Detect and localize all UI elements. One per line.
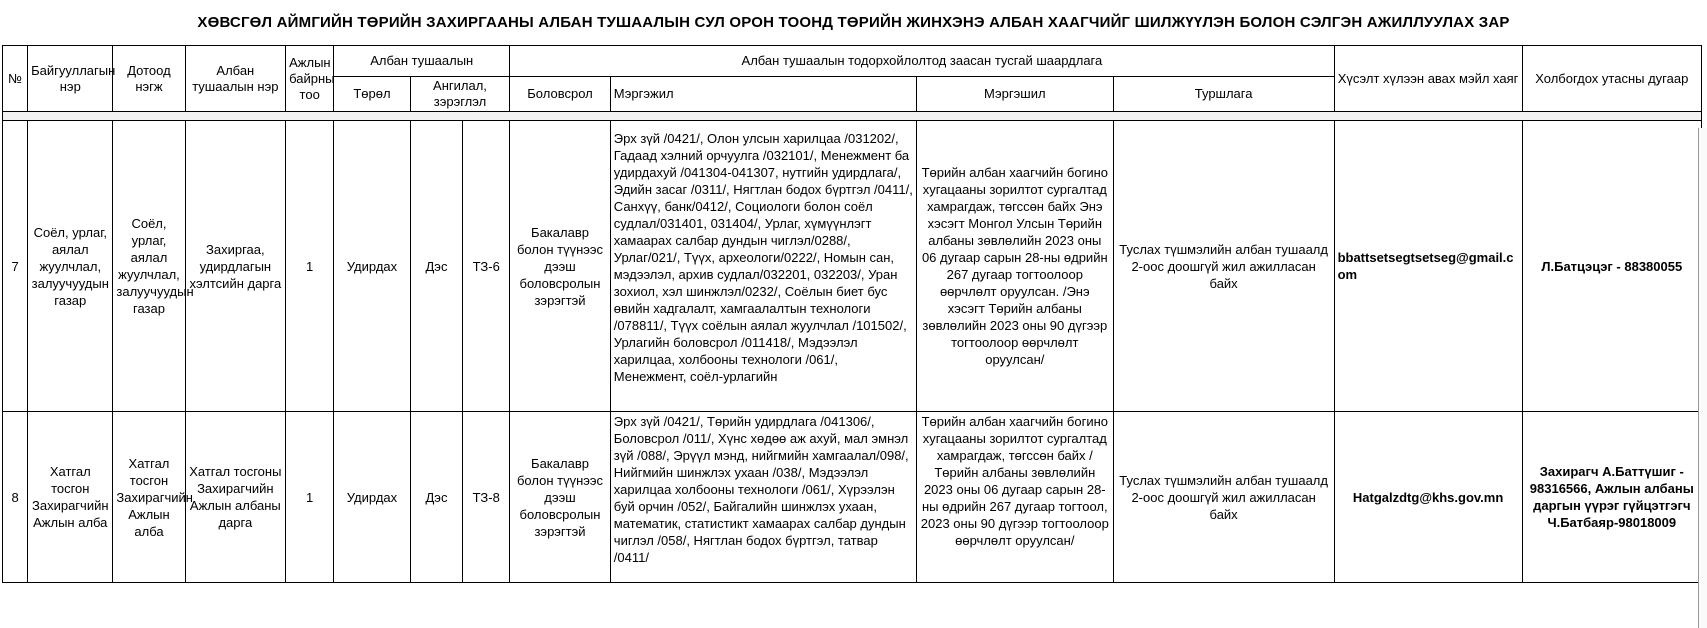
cell-experience: Туслах түшмэлийн албан тушаалд 2-оос доошгүй жил ажилласан байх bbox=[1113, 121, 1334, 412]
cell-count: 1 bbox=[286, 121, 334, 412]
vacancy-table bbox=[2, 45, 1702, 583]
cell-unit: Хатгал тосгон Захирагчийн Ажлын алба bbox=[113, 412, 185, 583]
cell-org: Соёл, урлаг, аялал жуулчлал, залуучуудын газар bbox=[28, 121, 113, 412]
cell-unit: Соёл, урлаг, аялал жуулчлал, залуучуудын газар bbox=[113, 121, 185, 412]
cell-education: Бакалавр болон түүнээс дээш боловсролын зэрэгтэй bbox=[510, 121, 611, 412]
cell-profession bbox=[610, 412, 916, 583]
header-email: Хүсэлт хүлээн авах мэйл хаяг bbox=[1334, 46, 1522, 112]
cell-skill bbox=[916, 412, 1113, 583]
header-category: Ангилал, зэрэглэл bbox=[410, 77, 509, 112]
cell-experience: Туслах түшмэлийн албан тушаалд 2-оос доошгүй жил ажилласан байх bbox=[1113, 412, 1334, 583]
cell-count: 1 bbox=[286, 412, 334, 583]
header-skill: Мэргэшил bbox=[916, 77, 1113, 112]
header-requirements: Албан тушаалын тодорхойлолтод заасан тусгай шаардлага bbox=[510, 46, 1334, 77]
header-count: Ажлын байрны тоо bbox=[286, 46, 334, 112]
cell-skill: Төрийн албан хаагчийн богино хугацааны зорилтот сургалтад хамрагдаж, төгссөн байх Энэ хэсэгт Монгол Улсын Төрийн албаны зөвлөлийн 2023 оны 06 дугаар сарын 28-ны өдрийн 267 дугаар тогтоолоор өөрчлөлт оруулсан. /Энэ хэсэгт Төрийн албаны зөвлөлийн 2023 оны 90 дүгээр тогтоолоор өөрчлөлт оруулсан/ bbox=[916, 121, 1113, 412]
cell-education: Бакалавр болон түүнээс дээш боловсролын зэрэгтэй bbox=[510, 412, 611, 583]
cell-category: Дэс bbox=[410, 412, 462, 583]
cell-position: Хатгал тосгоны Захирагчийн Ажлын албаны дарга bbox=[185, 412, 286, 583]
frozen-pane-divider bbox=[3, 112, 1702, 121]
cell-profession bbox=[610, 121, 916, 412]
announcement-title: ХӨВСГӨЛ АЙМГИЙН ТӨРИЙН ЗАХИРГААНЫ АЛБАН ТУШААЛЫН СУЛ ОРОН ТООНД ТӨРИЙН ЖИНХЭНЭ АЛБАН ХААГЧИЙГ ШИЛЖҮҮЛЭН БОЛОН СЭЛГЭН АЖИЛЛУУЛАХ ЗАР bbox=[197, 14, 1510, 31]
header-profession: Мэргэжил bbox=[610, 77, 916, 112]
cell-no: 8 bbox=[3, 412, 28, 583]
header-position-group: Албан тушаалын bbox=[334, 46, 510, 77]
cell-type: Удирдах bbox=[334, 121, 411, 412]
cell-category: Дэс bbox=[410, 121, 462, 412]
table-row bbox=[3, 121, 1702, 412]
header-experience: Туршлага bbox=[1113, 77, 1334, 112]
vertical-scrollbar[interactable] bbox=[1698, 128, 1707, 628]
header-position: Албан тушаалын нэр bbox=[185, 46, 286, 112]
cell-type: Удирдах bbox=[334, 412, 411, 583]
cell-email: bbattsetsegtsetseg@gmail.com bbox=[1334, 121, 1522, 412]
cell-no: 7 bbox=[3, 121, 28, 412]
header-unit: Дотоод нэгж bbox=[113, 46, 185, 112]
skill-text: Төрийн албан хаагчийн богино хугацааны зорилтот сургалтад хамрагдаж, төгссөн байх / Төрийн албаны зөвлөлийн 2023 оны 06 дугаар сарын 28-ны өдрийн 267 дугаар тогтоол, 2023 оны 90 дүгээр тогтоолоор өөрчлөлт оруулсан/ bbox=[920, 414, 1109, 548]
cell-phone: Л.Батцэцэг - 88380055 bbox=[1522, 121, 1701, 412]
profession-text: Эрх зүй /0421/, Олон улсын харилцаа /031202/, Гадаад хэлний орчуулга /032101/, Менежмент ба удирдахуй /041304-041307, нутгийн удирдлага/, Эдийн засаг /0311/, Нягтлан бодох бүртгэл /0411/, Санхүү, банк/0412/, Социологи болон соёл судлал/031401, 031404/, Урлаг, хүмүүнлэгт хамаарах салбар дундын чиглэл/0288/, Урлаг/021/, Түүх, археологи/0222/, Номын сан, мэдээлэл, архив судлал/032201, 032203/, Уран зохиол, хэл шинжлэл/0232/, Соёлын биет бус өвийн хадгалалт, хамгаалалтын технологи /078811/, Түүх соёлын аялал жуулчлал /101502/, Урлагийн боловсрол /011418/, Мэдээлэл харилцаа, холбооны технологи /061/, Менежмент, соёл-урлагийн bbox=[613, 131, 913, 384]
profession-text: Эрх зүй /0421/, Төрийн удирдлага /041306/, Боловсрол /011/, Хүнс хөдөө аж ахуй, мал эмнэл зүй /088/, Эрүүл мэнд, нийгмийн хамгаалал/098/, Нийгмийн шинжлэх ухаан /038/, Мэдээлэл харилцаа холбооны технологи /061/, Хүрээлэн буй орчин /052/, Байгалийн шинжлэх ухаан, математик, статистикт хамаарах салбар дундын чиглэл /058/, Нягтлан бодох бүртгэл, татвар /0411/ bbox=[613, 414, 909, 565]
cell-email: Hatgalzdtg@khs.gov.mn bbox=[1334, 412, 1522, 583]
cell-position: Захиргаа, удирдлагын хэлтсийн дарга bbox=[185, 121, 286, 412]
header-type: Төрөл bbox=[334, 77, 411, 112]
header-phone: Холбогдох утасны дугаар bbox=[1522, 46, 1701, 112]
table-row bbox=[3, 412, 1702, 583]
cell-grade: ТЗ-6 bbox=[463, 121, 510, 412]
header-education: Боловсрол bbox=[510, 77, 611, 112]
cell-org: Хатгал тосгон Захирагчийн Ажлын алба bbox=[28, 412, 113, 583]
header-org: Байгууллагын нэр bbox=[28, 46, 113, 112]
cell-phone: Захирагч А.Баттүшиг - 98316566, Ажлын албаны даргын үүрэг гүйцэтгэгч Ч.Батбаяр-98018009 bbox=[1522, 412, 1701, 583]
cell-grade: ТЗ-8 bbox=[463, 412, 510, 583]
header-no: № bbox=[3, 46, 28, 112]
